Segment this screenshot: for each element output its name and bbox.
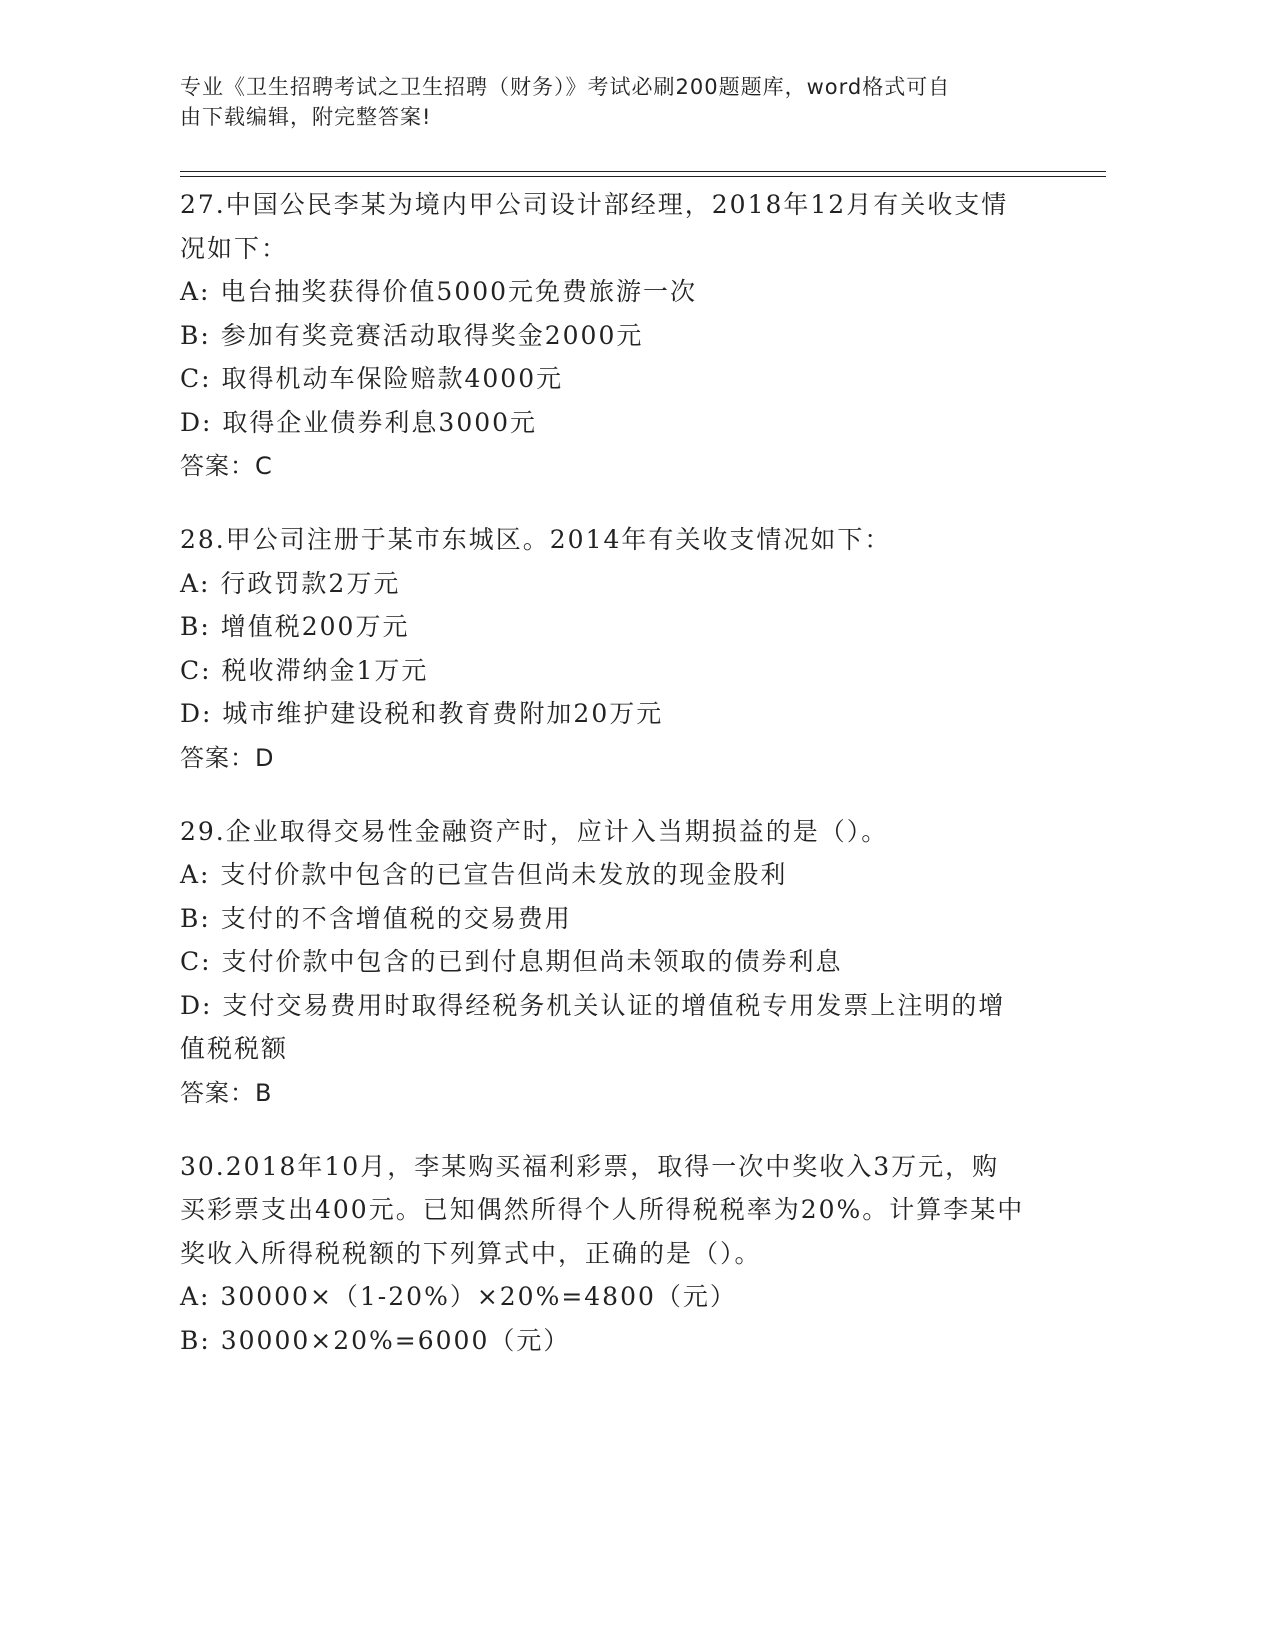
answer-line: 答案：B [180, 1078, 273, 1107]
header-divider-bottom [180, 176, 1106, 177]
question-stem-line: 况如下： [180, 233, 289, 263]
option-line: C: 支付价款中包含的已到付息期但尚未领取的债券利息 [180, 947, 843, 976]
question-stem-line: 奖收入所得税税额的下列算式中，正确的是（）。 [180, 1238, 762, 1268]
answer-line: 答案：C [180, 452, 273, 480]
option-line: D: 城市维护建设税和教育费附加20万元 [180, 699, 664, 728]
option-line: A: 30000×（1-20%）×20%=4800（元） [180, 1282, 737, 1311]
question-stem-line: 30.2018年10月，李某购买福利彩票，取得一次中奖收入3万元，购 [180, 1151, 1000, 1181]
question-block [180, 518, 1040, 780]
header-line-2: 由下载编辑，附完整答案! [180, 105, 432, 129]
header-divider-top [180, 171, 1106, 172]
option-line: C: 税收滞纳金1万元 [180, 655, 429, 685]
question-block [180, 1145, 1040, 1363]
question-block [180, 183, 1040, 488]
question-stem-line: 27.中国公民李某为境内甲公司设计部经理，2018年12月有关收支情 [180, 190, 1009, 219]
question-stem-line: 买彩票支出400元。已知偶然所得个人所得税税率为20%。计算李某中 [180, 1195, 1025, 1224]
option-line: 值税税额 [180, 1034, 289, 1063]
option-line: D: 取得企业债券利息3000元 [180, 407, 538, 437]
option-line: C: 取得机动车保险赔款4000元 [180, 364, 564, 393]
header-line-1: 专业《卫生招聘考试之卫生招聘（财务）》考试必刷200题题库，word格式可自 [180, 75, 951, 99]
option-line: B: 30000×20%=6000（元） [180, 1325, 571, 1355]
question-stem-line: 28.甲公司注册于某市东城区。2014年有关收支情况如下： [180, 525, 892, 554]
question-stem-line: 29.企业取得交易性金融资产时，应计入当期损益的是（）。 [180, 816, 889, 846]
option-line: A: 支付价款中包含的已宣告但尚未发放的现金股利 [180, 860, 788, 889]
document-header [180, 72, 1030, 132]
question-list [180, 183, 1040, 1392]
option-line: B: 参加有奖竞赛活动取得奖金2000元 [180, 320, 644, 350]
option-line: B: 支付的不含增值税的交易费用 [180, 903, 572, 933]
option-line: D: 支付交易费用时取得经税务机关认证的增值税专用发票上注明的增 [180, 990, 1006, 1020]
option-line: B: 增值税200万元 [180, 612, 410, 641]
option-line: A: 行政罚款2万元 [180, 568, 401, 598]
question-block [180, 810, 1040, 1115]
answer-line: 答案：D [180, 743, 275, 772]
option-line: A: 电台抽奖获得价值5000元免费旅游一次 [180, 277, 698, 306]
